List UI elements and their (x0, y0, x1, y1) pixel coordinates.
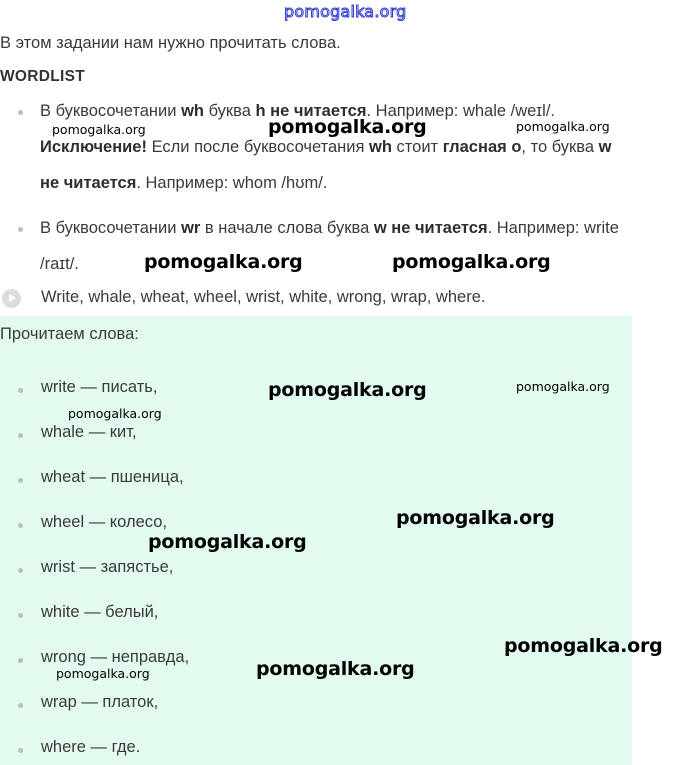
wordlist-line: Write, whale, wheat, wheel, wrist, white, wrong, wrap, where. (41, 288, 486, 306)
watermark: pomogalka.org (68, 406, 162, 421)
watermark-top: pomogalka.org (284, 2, 407, 21)
list-bullet (18, 613, 23, 618)
watermark: pomogalka.org (392, 251, 551, 273)
wordlist-heading: WORDLIST (0, 68, 86, 85)
word-item: wheel — колесо, (41, 513, 167, 531)
rule-wh-line3: не читается. Например: whom /hʊm/. (40, 174, 328, 192)
word-item: where — где. (41, 738, 141, 756)
rule-wr-line1: В буквосочетании wr в начале слова буква w не читается. Например: write (40, 219, 619, 237)
word-item: wrap — платок, (41, 693, 159, 711)
list-bullet (18, 523, 23, 528)
rule-bullet (18, 110, 23, 115)
watermark: pomogalka.org (268, 116, 427, 138)
list-bullet (18, 433, 23, 438)
word-item: wrong — неправда, (41, 648, 190, 666)
watermark: pomogalka.org (256, 658, 415, 680)
list-bullet (18, 748, 23, 753)
rule-wr-line2: /raɪt/. (40, 255, 79, 273)
rule-wh-line2: Исключение! Если после буквосочетания wh стоит гласная о, то буква w (40, 138, 612, 156)
watermark: pomogalka.org (52, 122, 146, 137)
watermark: pomogalka.org (396, 507, 555, 529)
list-bullet (18, 703, 23, 708)
watermark: pomogalka.org (516, 379, 610, 394)
list-bullet (18, 568, 23, 573)
watermark: pomogalka.org (268, 379, 427, 401)
word-item: white — белый, (41, 603, 159, 621)
watermark: pomogalka.org (144, 251, 303, 273)
list-bullet (18, 388, 23, 393)
word-item: wrist — запястье, (41, 558, 174, 576)
watermark: pomogalka.org (516, 119, 610, 134)
list-bullet (18, 478, 23, 483)
watermark: pomogalka.org (148, 531, 307, 553)
reading-title: Прочитаем слова: (0, 325, 139, 343)
rule-bullet (18, 227, 23, 232)
intro-text: В этом задании нам нужно прочитать слова. (0, 34, 341, 52)
word-item: whale — кит, (41, 423, 137, 441)
word-item: write — писать, (41, 378, 158, 396)
play-icon[interactable] (2, 289, 21, 308)
watermark: pomogalka.org (504, 635, 663, 657)
watermark: pomogalka.org (56, 666, 150, 681)
word-item: wheat — пшеница, (41, 468, 184, 486)
list-bullet (18, 658, 23, 663)
rule-wh-line1: В буквосочетании wh буква h не читается. Например: whale /weɪl/. (40, 102, 556, 120)
